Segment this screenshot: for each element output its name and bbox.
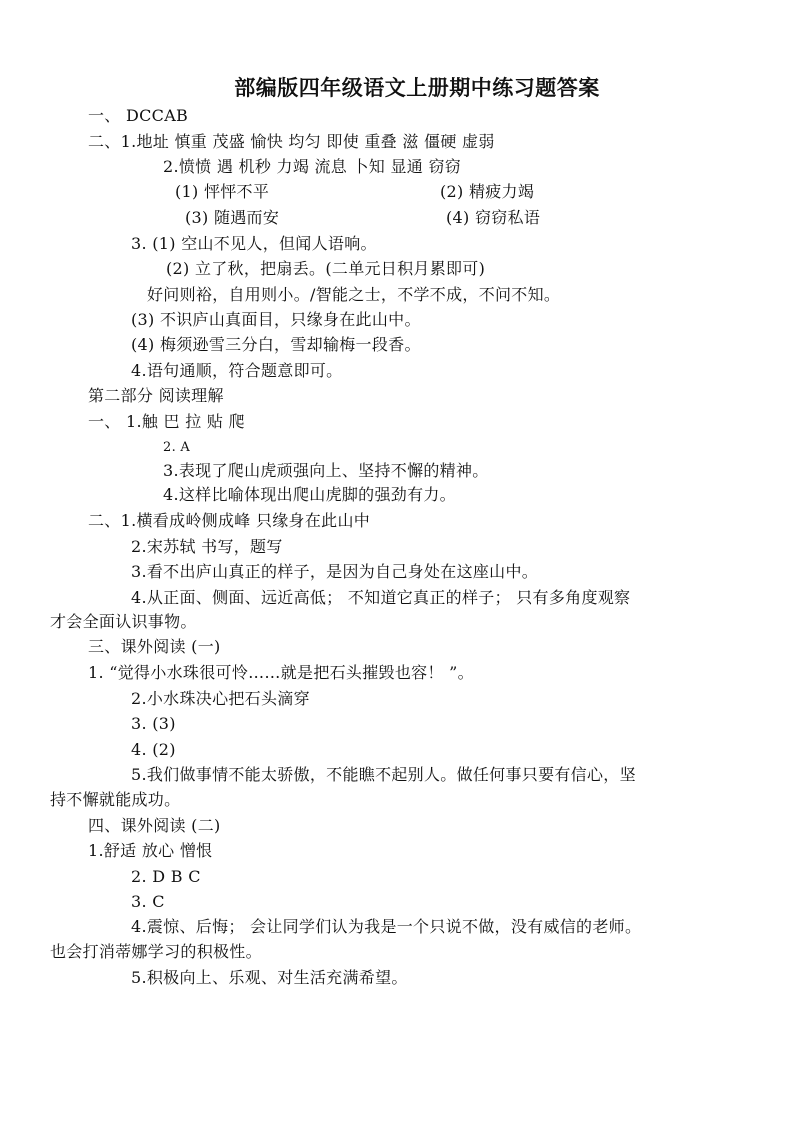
section-2-q3-2-alt: 好问则裕，自用则小。/智能之士，不学不成，不问不知。 bbox=[147, 285, 561, 304]
extra-reading-2-q1: 1.舒适 放心 憎恨 bbox=[88, 841, 213, 860]
reading-1-q4: 4.这样比喻体现出爬山虎脚的强劲有力。 bbox=[163, 485, 456, 504]
extra-reading-2-q4: 4.震惊、后悔； 会让同学们认为我是一个只说不做，没有威信的老师。 bbox=[131, 917, 642, 936]
reading-2-q1: 二、1.横看成岭侧成峰 只缘身在此山中 bbox=[88, 511, 371, 530]
section-2-q2: 2.愤愤 遇 机秒 力竭 流息 卜知 显通 窃窃 bbox=[163, 157, 462, 176]
extra-reading-2-heading: 四、课外阅读 (二) bbox=[88, 816, 221, 835]
extra-reading-1-q5-cont: 持不懈就能成功。 bbox=[50, 790, 181, 809]
extra-reading-2-q4-cont: 也会打消蒂娜学习的积极性。 bbox=[50, 942, 262, 961]
section-2-q4: 4.语句通顺，符合题意即可。 bbox=[131, 361, 343, 380]
reading-2-q2: 2.宋苏轼 书写，题写 bbox=[131, 537, 283, 556]
section-2-q2-item1: (1) 怦怦不平 bbox=[175, 182, 270, 201]
reading-1-q3: 3.表现了爬山虎顽强向上、坚持不懈的精神。 bbox=[163, 461, 489, 480]
reading-2-q3: 3.看不出庐山真正的样子，是因为自己身处在这座山中。 bbox=[131, 562, 539, 581]
section-2-q3-3: (3) 不识庐山真面目，只缘身在此山中。 bbox=[131, 310, 421, 329]
section-2-q1: 二、1.地址 慎重 茂盛 愉快 均匀 即使 重叠 滋 僵硬 虚弱 bbox=[88, 132, 495, 151]
part-2-heading: 第二部分 阅读理解 bbox=[88, 386, 224, 405]
extra-reading-1-q3: 3. (3) bbox=[131, 714, 176, 733]
extra-reading-1-heading: 三、课外阅读 (一) bbox=[88, 637, 221, 656]
section-2-q3-1: 3. (1) 空山不见人，但闻人语响。 bbox=[131, 234, 377, 253]
section-2-q2-item4: (4) 窃窃私语 bbox=[446, 208, 541, 227]
section-2-q3-2: (2) 立了秋，把扇丢。(二单元日积月累即可) bbox=[166, 259, 486, 278]
extra-reading-2-q3: 3. C bbox=[131, 892, 165, 911]
page-title: 部编版四年级语文上册期中练习题答案 bbox=[234, 76, 600, 100]
extra-reading-1-q5: 5.我们做事情不能太骄傲，不能瞧不起别人。做任何事只要有信心，坚 bbox=[131, 765, 636, 784]
section-2-q3-4: (4) 梅须逊雪三分白，雪却输梅一段香。 bbox=[131, 335, 421, 354]
extra-reading-1-q1: 1. “觉得小水珠很可怜……就是把石头摧毁也容！ ”。 bbox=[88, 663, 474, 682]
section-2-q2-item2: (2) 精疲力竭 bbox=[440, 182, 535, 201]
extra-reading-1-q2: 2.小水珠决心把石头滴穿 bbox=[131, 689, 310, 708]
extra-reading-2-q2: 2. D B C bbox=[131, 867, 201, 886]
reading-1-q2: 2. A bbox=[163, 440, 191, 455]
reading-2-q4: 4.从正面、侧面、远近高低； 不知道它真正的样子； 只有多角度观察 bbox=[131, 588, 631, 607]
extra-reading-2-q5: 5.积极向上、乐观、对生活充满希望。 bbox=[131, 968, 408, 987]
section-2-q2-item3: (3) 随遇而安 bbox=[185, 208, 280, 227]
extra-reading-1-q4: 4. (2) bbox=[131, 740, 176, 759]
section-1-answers: 一、 DCCAB bbox=[88, 106, 189, 125]
reading-2-q4-cont: 才会全面认识事物。 bbox=[50, 612, 197, 631]
reading-1-q1: 一、 1.触 巴 拉 贴 爬 bbox=[88, 412, 245, 431]
